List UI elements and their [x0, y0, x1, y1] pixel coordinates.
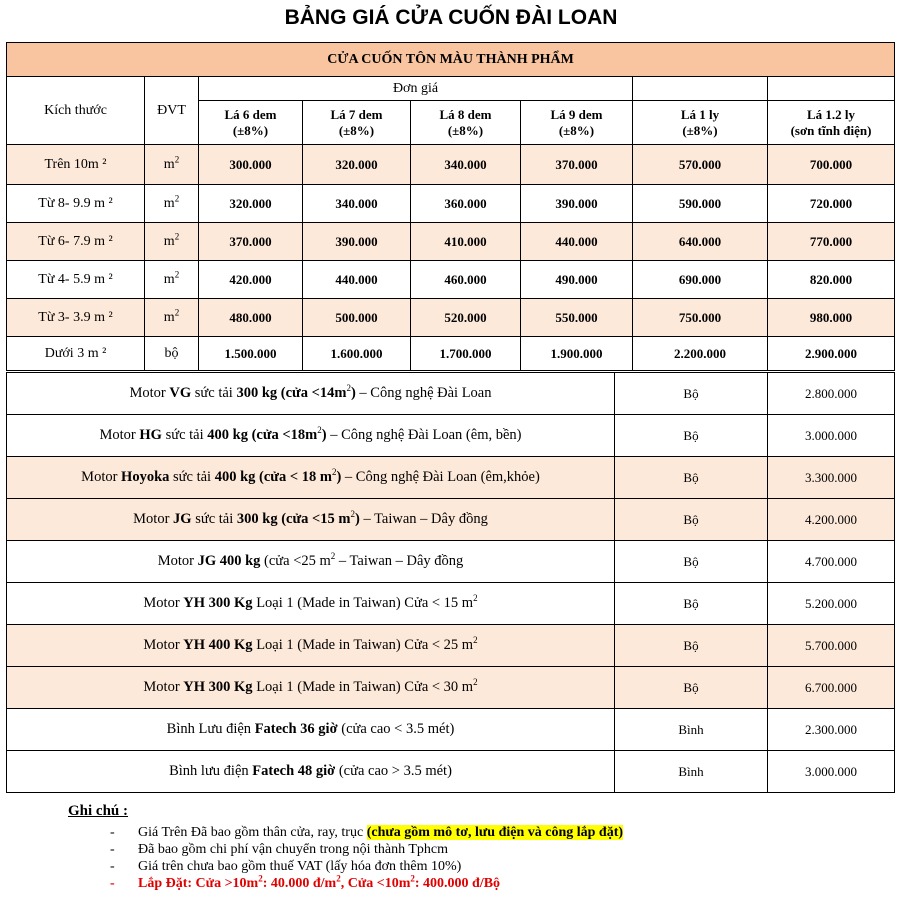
- price-cell: 320.000: [303, 145, 411, 185]
- price-cell: 550.000: [521, 299, 633, 337]
- price-cell: 3.000.000: [768, 415, 895, 457]
- header-col: Lá 9 dem (±8%): [521, 101, 633, 145]
- item-description: Motor YH 300 Kg Loại 1 (Made in Taiwan) Cửa < 15 $m^2$: [7, 583, 615, 625]
- note-item: - Giá Trên Đã bao gồm thân cửa, ray, trục (chưa gồm mô tơ, lưu điện và công lắp đặt): [138, 824, 888, 841]
- unit-cell: Bình: [615, 751, 768, 793]
- header-unit: ĐVT: [145, 77, 199, 145]
- unit-cell: Bộ: [615, 499, 768, 541]
- price-cell: 5.700.000: [768, 625, 895, 667]
- unit-cell: $m^2$: [145, 185, 199, 223]
- unit-cell: Bộ: [615, 415, 768, 457]
- size-cell: Từ 4- 5.9 m ²: [7, 261, 145, 299]
- header-price: Đơn giá: [199, 77, 633, 101]
- price-cell: 570.000: [633, 145, 768, 185]
- table-row: [7, 625, 895, 667]
- notes-title: Ghi chú :: [68, 803, 129, 819]
- price-cell: 390.000: [521, 185, 633, 223]
- table-row: [7, 373, 895, 415]
- table-row: [7, 751, 895, 793]
- price-cell: 980.000: [768, 299, 895, 337]
- section-title: CỬA CUỐN TÔN MÀU THÀNH PHẨM: [7, 43, 895, 77]
- unit-cell: bộ: [145, 337, 199, 371]
- item-description: Motor HG sức tải 400 kg (cửa $<18m^2$) – Công nghệ Đài Loan (êm, bền): [7, 415, 615, 457]
- item-description: Motor JG 400 kg (cửa <25 $m^2$ – Taiwan – Dây đồng: [7, 541, 615, 583]
- price-cell: 420.000: [199, 261, 303, 299]
- table-row: [7, 337, 895, 371]
- header-col: Lá 6 dem (±8%): [199, 101, 303, 145]
- size-cell: Trên 10m ²: [7, 145, 145, 185]
- item-description: Motor VG sức tải 300 kg (cửa $<14m^2$) – Công nghệ Đài Loan: [7, 373, 615, 415]
- note-item: - Đã bao gồm chi phí vận chuyển trong nội thành Tphcm: [138, 841, 888, 858]
- item-description: Motor YH 400 Kg Loại 1 (Made in Taiwan) Cửa < 25 $m^2$: [7, 625, 615, 667]
- size-cell: Dưới 3 m ²: [7, 337, 145, 371]
- header-col: Lá 1 ly (±8%): [633, 101, 768, 145]
- table-row: [7, 709, 895, 751]
- price-cell: 410.000: [411, 223, 521, 261]
- price-cell: 460.000: [411, 261, 521, 299]
- price-cell: 590.000: [633, 185, 768, 223]
- note-item: - Giá trên chưa bao gồm thuế VAT (lấy hóa đơn thêm 10%): [138, 858, 888, 875]
- price-cell: 2.800.000: [768, 373, 895, 415]
- table-row: [7, 667, 895, 709]
- price-cell: 2.900.000: [768, 337, 895, 371]
- price-cell: 4.700.000: [768, 541, 895, 583]
- unit-cell: Bộ: [615, 625, 768, 667]
- price-cell: 520.000: [411, 299, 521, 337]
- unit-cell: $m^2$: [145, 145, 199, 185]
- table-row: [7, 457, 895, 499]
- price-cell: 440.000: [303, 261, 411, 299]
- unit-cell: $m^2$: [145, 261, 199, 299]
- table-row: [7, 541, 895, 583]
- item-description: Bình Lưu điện Fatech 36 giờ (cửa cao < 3.5 mét): [7, 709, 615, 751]
- price-cell: 360.000: [411, 185, 521, 223]
- price-cell: 480.000: [199, 299, 303, 337]
- size-cell: Từ 6- 7.9 m ²: [7, 223, 145, 261]
- unit-cell: Bộ: [615, 583, 768, 625]
- accessories-table: [6, 372, 895, 793]
- item-description: Motor JG sức tải 300 kg (cửa <15 $m^2$) – Taiwan – Dây đồng: [7, 499, 615, 541]
- price-cell: 700.000: [768, 145, 895, 185]
- notes: [68, 803, 888, 892]
- unit-cell: Bộ: [615, 373, 768, 415]
- table-row: [7, 185, 895, 223]
- header-col: Lá 8 dem (±8%): [411, 101, 521, 145]
- price-cell: 820.000: [768, 261, 895, 299]
- price-cell: 440.000: [521, 223, 633, 261]
- price-cell: 2.200.000: [633, 337, 768, 371]
- price-cell: 6.700.000: [768, 667, 895, 709]
- header-col: Lá 1.2 ly (sơn tĩnh điện): [768, 101, 895, 145]
- price-cell: 340.000: [411, 145, 521, 185]
- price-cell: 750.000: [633, 299, 768, 337]
- price-table: [6, 42, 895, 371]
- unit-cell: $m^2$: [145, 299, 199, 337]
- note-item: - Lắp Đặt: Cửa $>10m^2$: 40.000 $đ/m^2$, Cửa $<10m^2$: 400.000 đ/Bộ: [138, 875, 888, 892]
- unit-cell: $m^2$: [145, 223, 199, 261]
- item-description: Motor Hoyoka sức tải 400 kg (cửa < 18 $m^2$) – Công nghệ Đài Loan (êm,khỏe): [7, 457, 615, 499]
- price-cell: 500.000: [303, 299, 411, 337]
- price-cell: 690.000: [633, 261, 768, 299]
- size-cell: Từ 3- 3.9 m ²: [7, 299, 145, 337]
- price-cell: 5.200.000: [768, 583, 895, 625]
- table-row: [7, 583, 895, 625]
- price-cell: 770.000: [768, 223, 895, 261]
- price-cell: 1.500.000: [199, 337, 303, 371]
- table-row: [7, 499, 895, 541]
- price-cell: 1.600.000: [303, 337, 411, 371]
- price-cell: 3.000.000: [768, 751, 895, 793]
- price-cell: 640.000: [633, 223, 768, 261]
- price-cell: 3.300.000: [768, 457, 895, 499]
- unit-cell: Bộ: [615, 667, 768, 709]
- header-blank: [633, 77, 768, 101]
- header-blank: [768, 77, 895, 101]
- page-title: BẢNG GIÁ CỬA CUỐN ĐÀI LOAN: [284, 6, 618, 29]
- table-row: [7, 261, 895, 299]
- item-description: Motor YH 300 Kg Loại 1 (Made in Taiwan) Cửa < 30 $m^2$: [7, 667, 615, 709]
- price-cell: 4.200.000: [768, 499, 895, 541]
- price-cell: 390.000: [303, 223, 411, 261]
- table-row: [7, 145, 895, 185]
- unit-cell: Bộ: [615, 457, 768, 499]
- price-cell: 320.000: [199, 185, 303, 223]
- table-row: [7, 299, 895, 337]
- size-cell: Từ 8- 9.9 m ²: [7, 185, 145, 223]
- price-cell: 370.000: [521, 145, 633, 185]
- price-cell: 300.000: [199, 145, 303, 185]
- price-cell: 1.700.000: [411, 337, 521, 371]
- header-col: Lá 7 dem (±8%): [303, 101, 411, 145]
- price-cell: 2.300.000: [768, 709, 895, 751]
- header-size: Kích thước: [7, 77, 145, 145]
- price-cell: 1.900.000: [521, 337, 633, 371]
- price-cell: 720.000: [768, 185, 895, 223]
- price-cell: 370.000: [199, 223, 303, 261]
- table-row: [7, 223, 895, 261]
- price-cell: 340.000: [303, 185, 411, 223]
- price-cell: 490.000: [521, 261, 633, 299]
- item-description: Bình lưu điện Fatech 48 giờ (cửa cao > 3.5 mét): [7, 751, 615, 793]
- unit-cell: Bình: [615, 709, 768, 751]
- table-row: [7, 415, 895, 457]
- unit-cell: Bộ: [615, 541, 768, 583]
